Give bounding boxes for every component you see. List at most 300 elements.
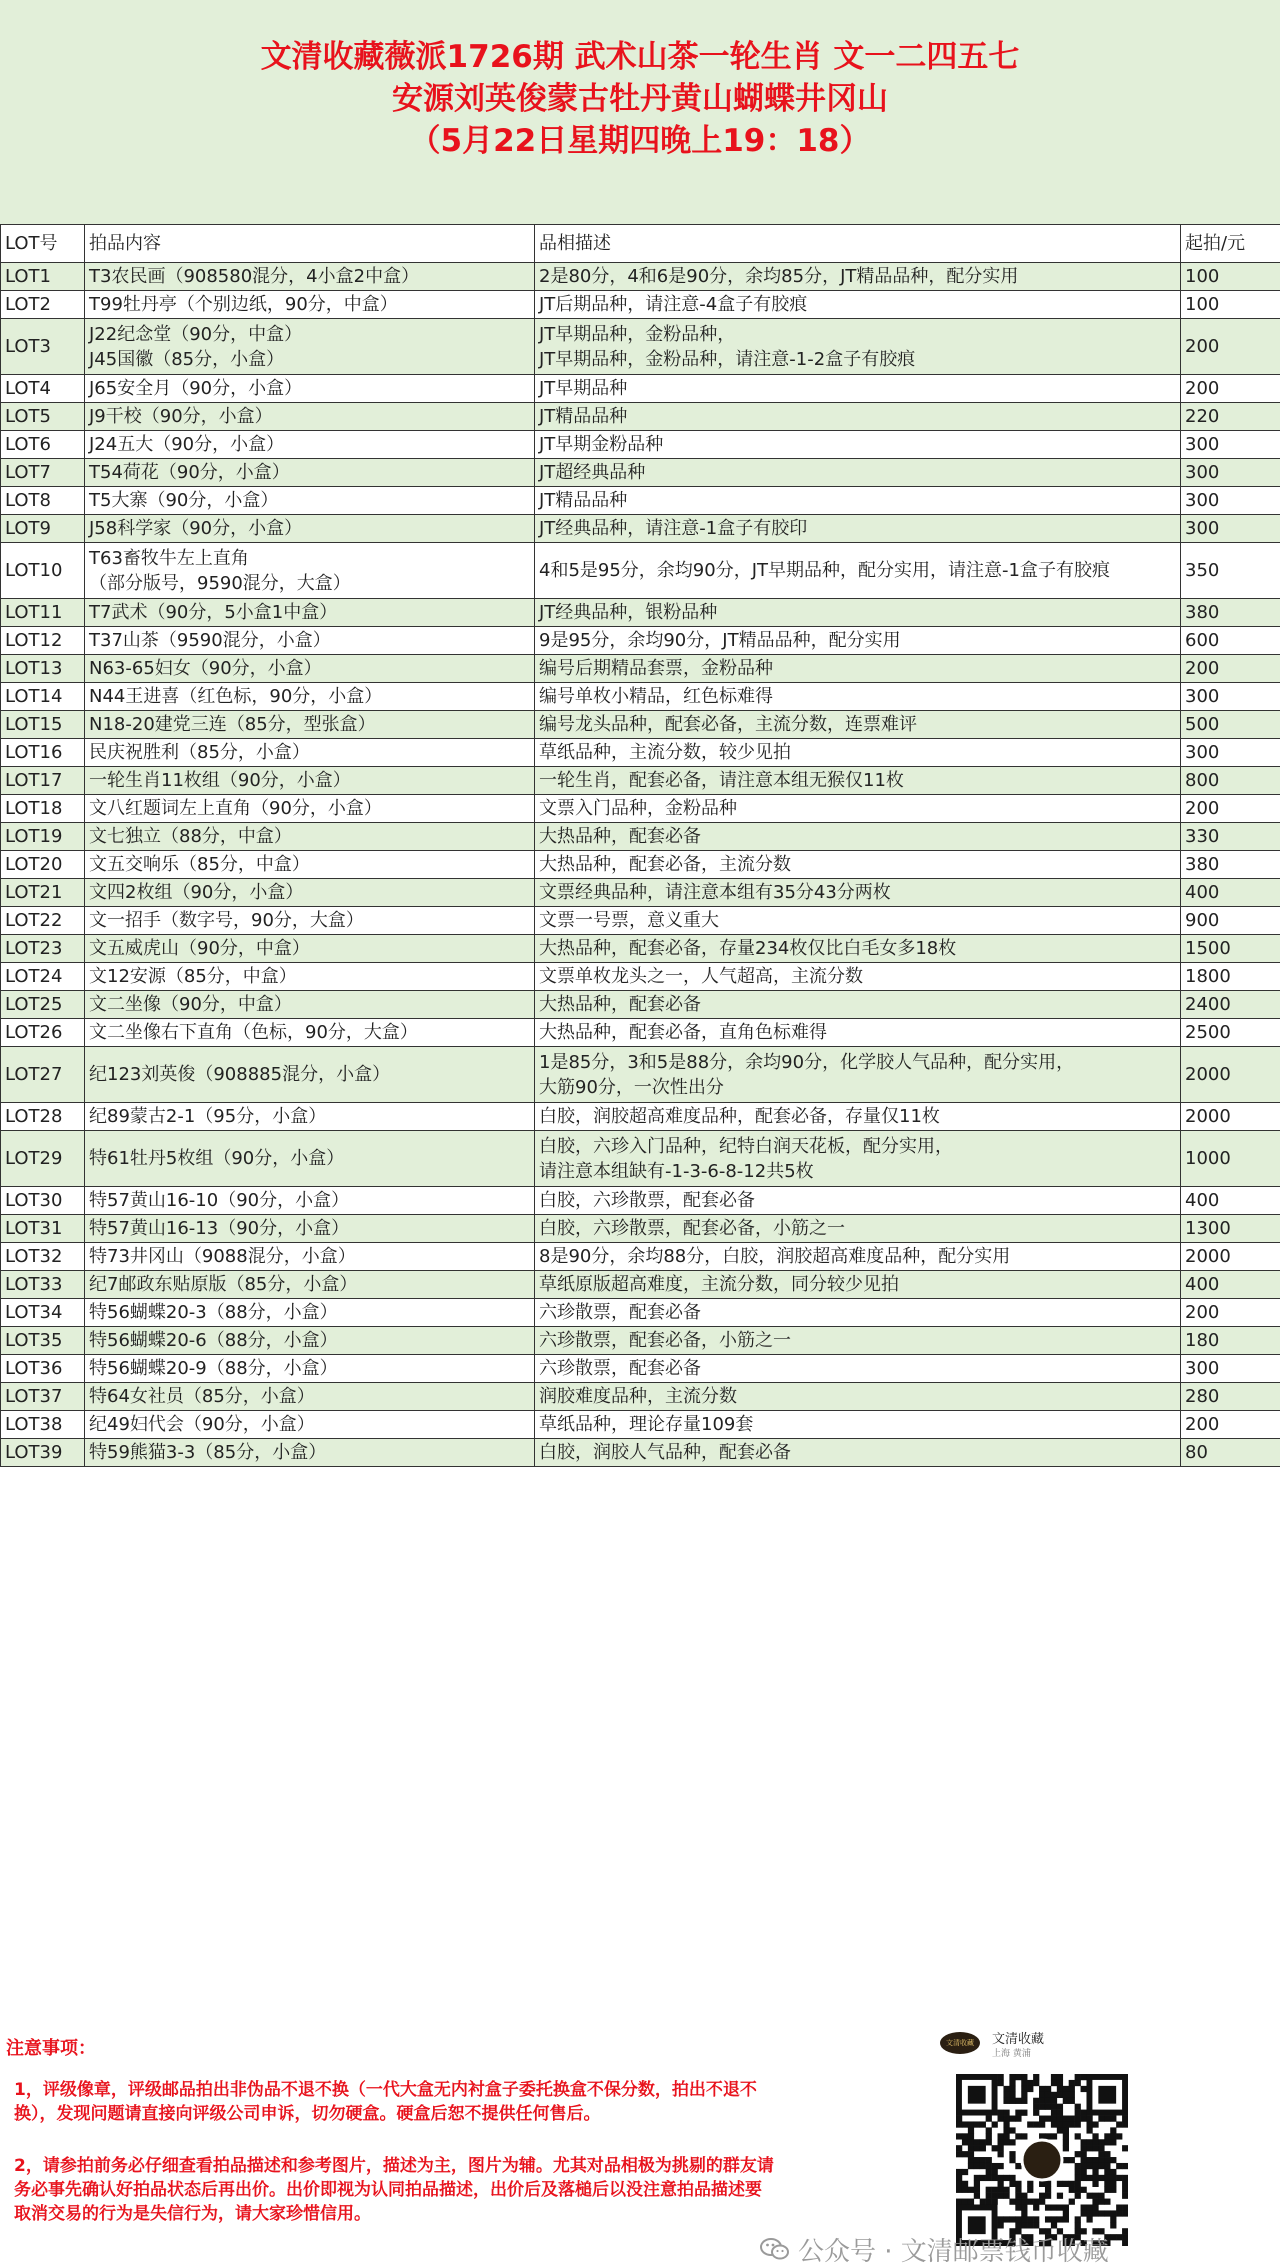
lot-description-line: 编号单枚小精品，红色标难得 [539,686,773,707]
lot-start-price: 300 [1181,431,1280,459]
table-row [1,1243,1280,1271]
lot-number: LOT13 [1,655,85,683]
lot-description [535,1243,1181,1271]
lot-number: LOT11 [1,599,85,627]
lot-description [535,599,1181,627]
table-row [1,1327,1280,1355]
lot-number: LOT31 [1,1215,85,1243]
lot-description [535,1299,1181,1327]
lot-description [535,1103,1181,1131]
lot-number: LOT16 [1,739,85,767]
lot-number: LOT39 [1,1439,85,1467]
title-line-2: 安源刘英俊蒙古牡丹黄山蝴蝶井冈山 [392,81,888,117]
lot-description-line: 白胶，润胶人气品种，配套必备 [539,1442,791,1463]
lot-description-line: 文票经典品种，请注意本组有35分43分两枚 [539,882,891,903]
lot-number: LOT5 [1,403,85,431]
table-row [1,767,1280,795]
table-row [1,1047,1280,1103]
col-header-lot: LOT号 [1,225,85,263]
table-row [1,375,1280,403]
lot-item-line: 文五交响乐（85分，中盒） [89,854,310,875]
lot-item-line: 特73井冈山（9088混分，小盒） [89,1246,356,1267]
lot-start-price: 200 [1181,1299,1280,1327]
lot-start-price: 330 [1181,823,1280,851]
lot-start-price: 300 [1181,1355,1280,1383]
lot-description-line: JT精品品种 [539,406,628,427]
lot-description [535,1355,1181,1383]
lot-description-line: 大筋90分，一次性出分 [539,1076,724,1098]
table-row [1,1355,1280,1383]
table-row [1,1271,1280,1299]
lot-item [85,851,535,879]
lot-description-line: 白胶，六珍散票，配套必备 [539,1190,755,1211]
page-header [0,0,1280,224]
col-header-item: 拍品内容 [85,225,535,263]
lot-description-line: 1是85分，3和5是88分，余均90分，化学胶人气品种，配分实用， [539,1051,1075,1073]
table-row [1,263,1280,291]
lot-description [535,1187,1181,1215]
lot-description-line: JT经典品种，请注意-1盒子有胶印 [539,518,808,539]
lot-item-line: 文一招手（数字号，90分，大盒） [89,910,364,931]
lot-item [85,655,535,683]
lot-item [85,1187,535,1215]
lot-item-line: 文五威虎山（90分，中盒） [89,938,310,959]
lot-item [85,1383,535,1411]
lot-description-line: 8是90分，余均88分，白胶，润胶超高难度品种，配分实用 [539,1246,1011,1267]
lot-description-line: 文票入门品种，金粉品种 [539,798,737,819]
table-row [1,403,1280,431]
lot-description [535,907,1181,935]
lot-item [85,263,535,291]
lot-item [85,1299,535,1327]
lot-start-price: 100 [1181,263,1280,291]
lot-description-line: JT精品品种 [539,490,628,511]
lot-item [85,963,535,991]
lot-item [85,739,535,767]
lot-start-price: 400 [1181,1271,1280,1299]
lot-item-line: 纪89蒙古2-1（95分，小盒） [89,1106,327,1127]
lot-description-line: JT早期品种 [539,378,628,399]
table-row [1,431,1280,459]
lot-item [85,291,535,319]
lot-description-line: 大热品种，配套必备 [539,826,701,847]
table-row [1,627,1280,655]
lot-description-line: 六珍散票，配套必备 [539,1302,701,1323]
lot-number: LOT37 [1,1383,85,1411]
lot-item-line: （部分版号，9590混分，大盒） [89,572,351,594]
col-header-desc: 品相描述 [535,225,1181,263]
lot-start-price: 1300 [1181,1215,1280,1243]
lot-number: LOT18 [1,795,85,823]
lot-description [535,543,1181,599]
lot-description [535,879,1181,907]
wechat-watermark [760,2234,1109,2264]
table-row [1,1187,1280,1215]
table-row [1,683,1280,711]
lot-description-line: 请注意本组缺有-1-3-6-8-12共5枚 [539,1160,814,1182]
lot-description-line: JT早期品种，金粉品种，请注意-1-2盒子有胶痕 [539,348,916,370]
lot-description [535,683,1181,711]
lot-item-line: T63畜牧牛左上直角 [89,547,249,569]
lot-description [535,655,1181,683]
lot-description-line: 文票一号票，意义重大 [539,910,719,931]
lot-start-price: 800 [1181,767,1280,795]
lot-start-price: 2500 [1181,1019,1280,1047]
lot-number: LOT6 [1,431,85,459]
lot-description-line: 草纸品种，主流分数，较少见拍 [539,742,791,763]
lot-description [535,515,1181,543]
lot-number: LOT7 [1,459,85,487]
lot-item [85,403,535,431]
lot-item [85,767,535,795]
lot-start-price: 2000 [1181,1243,1280,1271]
lot-number: LOT34 [1,1299,85,1327]
brand-logo-text: 文清收藏 [946,2039,974,2047]
lot-description [535,627,1181,655]
lot-item-line: 纪7邮政东贴原版（85分，小盒） [89,1274,358,1295]
lot-number: LOT10 [1,543,85,599]
lot-description-line: 白胶，六珍散票，配套必备，小筋之一 [539,1218,845,1239]
qr-code[interactable] [956,2074,1128,2246]
lot-start-price: 300 [1181,515,1280,543]
lot-number: LOT35 [1,1327,85,1355]
lot-description-line: 白胶，六珍入门品种，纪特白润天花板，配分实用， [539,1135,953,1157]
lot-description [535,935,1181,963]
lot-description [535,851,1181,879]
lot-start-price: 400 [1181,879,1280,907]
lot-description-line: 编号龙头品种，配套必备，主流分数，连票难评 [539,714,917,735]
lot-description-line: 大热品种，配套必备 [539,994,701,1015]
notes-title: 注意事项： [6,2038,96,2059]
table-row [1,1103,1280,1131]
lot-description [535,403,1181,431]
lot-table [0,224,1280,1467]
lot-number: LOT38 [1,1411,85,1439]
qr-code-icon [956,2074,1128,2246]
lot-item-line: J24五大（90分，小盒） [89,434,285,455]
lot-item-line: 特56蝴蝶20-3（88分，小盒） [89,1302,338,1323]
lot-item-line: 特57黄山16-13（90分，小盒） [89,1218,350,1239]
lot-item-line: T37山茶（9590混分，小盒） [89,630,331,651]
lot-number: LOT24 [1,963,85,991]
table-row [1,1383,1280,1411]
table-row [1,991,1280,1019]
table-row [1,319,1280,375]
lot-item-line: 特57黄山16-10（90分，小盒） [89,1190,350,1211]
lot-start-price: 300 [1181,739,1280,767]
brand-logo [940,2032,980,2054]
lot-number: LOT3 [1,319,85,375]
lot-description-line: 六珍散票，配套必备 [539,1358,701,1379]
lot-description [535,319,1181,375]
lot-number: LOT26 [1,1019,85,1047]
lot-description [535,963,1181,991]
table-row [1,795,1280,823]
lot-start-price: 2000 [1181,1103,1280,1131]
lot-start-price: 2000 [1181,1047,1280,1103]
lot-description [535,1383,1181,1411]
lot-item-line: 文七独立（88分，中盒） [89,826,292,847]
lot-start-price: 300 [1181,487,1280,515]
lot-item-line: J22纪念堂（90分，中盒） [89,323,303,345]
lot-description-line: 9是95分，余均90分，JT精品品种，配分实用 [539,630,901,651]
lot-item [85,319,535,375]
lot-description [535,1271,1181,1299]
lot-item-line: 特59熊猫3-3（85分，小盒） [89,1442,327,1463]
wechat-account-name: 公众号 · 文清邮票钱币收藏 [798,2236,1109,2264]
lot-start-price: 900 [1181,907,1280,935]
lot-start-price: 500 [1181,711,1280,739]
wechat-icon [760,2237,790,2261]
lot-start-price: 1500 [1181,935,1280,963]
lot-number: LOT8 [1,487,85,515]
brand-location: 上海 黄浦 [992,2049,1031,2059]
lot-description [535,375,1181,403]
title-line-1: 文清收藏薇派1726期 武术山茶一轮生肖 文一二四五七 [260,39,1020,75]
lot-item [85,459,535,487]
lot-description-line: 4和5是95分，余均90分，JT早期品种，配分实用，请注意-1盒子有胶痕 [539,560,1110,581]
table-row [1,1215,1280,1243]
lot-description [535,487,1181,515]
lot-item [85,683,535,711]
lot-item [85,1355,535,1383]
lot-item-line: N44王进喜（红色标，90分，小盒） [89,686,383,707]
lot-start-price: 200 [1181,319,1280,375]
lot-number: LOT33 [1,1271,85,1299]
lot-start-price: 350 [1181,543,1280,599]
lot-item [85,1103,535,1131]
col-header-price: 起拍/元 [1181,225,1280,263]
lot-number: LOT23 [1,935,85,963]
lot-item-line: 文12安源（85分，中盒） [89,966,297,987]
table-row [1,459,1280,487]
lot-description-line: 文票单枚龙头之一，人气超高，主流分数 [539,966,863,987]
table-row [1,823,1280,851]
lot-start-price: 200 [1181,655,1280,683]
lot-item-line: 纪49妇代会（90分，小盒） [89,1414,315,1435]
lot-description-line: JT超经典品种 [539,462,646,483]
lot-item-line: 文四2枚组（90分，小盒） [89,882,304,903]
lot-start-price: 200 [1181,795,1280,823]
lot-number: LOT12 [1,627,85,655]
lot-description [535,1327,1181,1355]
lot-start-price: 1000 [1181,1131,1280,1187]
lot-item-line: 民庆祝胜利（85分，小盒） [89,742,310,763]
lot-description-line: 2是80分，4和6是90分，余均85分，JT精品品种，配分实用 [539,266,1019,287]
lot-item [85,1243,535,1271]
table-row [1,879,1280,907]
lot-start-price: 380 [1181,599,1280,627]
lot-item-line: T54荷花（90分，小盒） [89,462,290,483]
lot-description-line: 大热品种，配套必备，主流分数 [539,854,791,875]
lot-description-line: 白胶，润胶超高难度品种，配套必备，存量仅11枚 [539,1106,940,1127]
lot-item-line: 特61牡丹5枚组（90分，小盒） [89,1148,345,1169]
lot-item [85,1327,535,1355]
lot-item [85,599,535,627]
lot-number: LOT21 [1,879,85,907]
lot-description [535,431,1181,459]
lot-item [85,1215,535,1243]
lot-description-line: JT后期品种，请注意-4盒子有胶痕 [539,294,808,315]
lot-start-price: 180 [1181,1327,1280,1355]
lot-number: LOT32 [1,1243,85,1271]
lot-number: LOT17 [1,767,85,795]
lot-number: LOT4 [1,375,85,403]
table-row [1,1131,1280,1187]
lot-description-line: JT早期金粉品种 [539,434,664,455]
lot-description [535,1215,1181,1243]
lot-start-price: 300 [1181,459,1280,487]
title-line-3: （5月22日星期四晚上19：18） [409,123,871,159]
lot-description [535,823,1181,851]
lot-description [535,1019,1181,1047]
lot-item [85,1131,535,1187]
lot-start-price: 280 [1181,1383,1280,1411]
lot-description [535,1131,1181,1187]
lot-start-price: 200 [1181,375,1280,403]
lot-number: LOT20 [1,851,85,879]
lot-item [85,711,535,739]
lot-start-price: 300 [1181,683,1280,711]
lot-start-price: 1800 [1181,963,1280,991]
lot-description-line: JT经典品种，银粉品种 [539,602,718,623]
lot-number: LOT1 [1,263,85,291]
lot-description-line: 大热品种，配套必备，直角色标难得 [539,1022,827,1043]
table-row [1,1411,1280,1439]
lot-number: LOT22 [1,907,85,935]
table-row [1,655,1280,683]
lot-start-price: 100 [1181,291,1280,319]
lot-item [85,1271,535,1299]
table-row [1,291,1280,319]
lot-number: LOT14 [1,683,85,711]
table-header-row [1,225,1280,263]
table-row [1,1019,1280,1047]
lot-item [85,543,535,599]
lot-description-line: 编号后期精品套票，金粉品种 [539,658,773,679]
lot-item [85,375,535,403]
lot-item [85,907,535,935]
lot-description [535,711,1181,739]
lot-description-line: 草纸原版超高难度，主流分数，同分较少见拍 [539,1274,899,1295]
table-row [1,739,1280,767]
lot-start-price: 600 [1181,627,1280,655]
lot-item [85,795,535,823]
lot-description-line: 六珍散票，配套必备，小筋之一 [539,1330,791,1351]
lot-description [535,767,1181,795]
lot-number: LOT28 [1,1103,85,1131]
lot-item-line: T7武术（90分，5小盒1中盒） [89,602,338,623]
lot-item [85,823,535,851]
lot-item-line: 纪123刘英俊（908885混分，小盒） [89,1064,391,1085]
lot-item-line: 特64女社员（85分，小盒） [89,1386,315,1407]
lot-item-line: 文八红题词左上直角（90分，小盒） [89,798,382,819]
lot-description [535,459,1181,487]
lot-description-line: 润胶难度品种，主流分数 [539,1386,737,1407]
lot-number: LOT15 [1,711,85,739]
lot-item [85,487,535,515]
lot-item-line: T99牡丹亭（个别边纸，90分，中盒） [89,294,398,315]
lot-description [535,739,1181,767]
lot-item [85,627,535,655]
table-row [1,851,1280,879]
table-row [1,599,1280,627]
lot-item [85,515,535,543]
lot-description-line: 草纸品种，理论存量109套 [539,1414,754,1435]
lot-item [85,1047,535,1103]
lot-description [535,1411,1181,1439]
lot-item-line: 文二坐像（90分，中盒） [89,994,292,1015]
lot-item-line: J58科学家（90分，小盒） [89,518,303,539]
lot-start-price: 400 [1181,1187,1280,1215]
lot-number: LOT36 [1,1355,85,1383]
lot-description-line: JT早期品种，金粉品种， [539,323,736,345]
lot-item-line: N18-20建党三连（85分，型张盒） [89,714,376,735]
lot-item-line: J9干校（90分，小盒） [89,406,273,427]
lot-item-line: 一轮生肖11枚组（90分，小盒） [89,770,351,791]
lot-number: LOT27 [1,1047,85,1103]
lot-description [535,263,1181,291]
lot-item [85,879,535,907]
lot-description [535,795,1181,823]
lot-description [535,291,1181,319]
lot-item [85,1439,535,1467]
lot-item [85,1411,535,1439]
table-row [1,515,1280,543]
lot-item-line: T3农民画（908580混分，4小盒2中盒） [89,266,420,287]
lot-number: LOT19 [1,823,85,851]
lot-item-line: J45国徽（85分，小盒） [89,348,285,370]
lot-start-price: 80 [1181,1439,1280,1467]
brand-block [940,2026,1150,2066]
notes-paragraph-2: 2，请参拍前务必仔细查看拍品描述和参考图片，描述为主，图片为辅。尤其对品相极为挑剔的群友请务必事先确认好拍品状态后再出价。出价即视为认同拍品描述，出价后及落槌后以没注意拍品描述要取消交易的行为是失信行为，请大家珍惜信用。 [14,2156,774,2224]
brand-name: 文清收藏 [992,2032,1045,2047]
lot-description [535,991,1181,1019]
table-row [1,487,1280,515]
lot-item [85,431,535,459]
table-row [1,543,1280,599]
lot-item-line: J65安全月（90分，小盒） [89,378,303,399]
lot-number: LOT2 [1,291,85,319]
lot-number: LOT30 [1,1187,85,1215]
lot-item-line: T5大寨（90分，小盒） [89,490,279,511]
lot-start-price: 200 [1181,1411,1280,1439]
lot-description-line: 一轮生肖，配套必备，请注意本组无猴仅11枚 [539,770,904,791]
lot-start-price: 220 [1181,403,1280,431]
lot-number: LOT25 [1,991,85,1019]
lot-description [535,1047,1181,1103]
lot-item-line: 特56蝴蝶20-6（88分，小盒） [89,1330,338,1351]
lot-number: LOT29 [1,1131,85,1187]
table-row [1,963,1280,991]
table-row [1,935,1280,963]
lot-item [85,935,535,963]
lot-description [535,1439,1181,1467]
table-row [1,711,1280,739]
lot-start-price: 2400 [1181,991,1280,1019]
notes-paragraph-1: 1，评级像章，评级邮品拍出非伪品不退不换（一代大盒无内衬盒子委托换盒不保分数，拍出不退不换），发现问题请直接向评级公司申诉，切勿硬盒。硬盒后恕不提供任何售后。 [14,2080,757,2124]
table-row [1,1439,1280,1467]
lot-item-line: 文二坐像右下直角（色标，90分，大盒） [89,1022,418,1043]
lot-number: LOT9 [1,515,85,543]
lot-item [85,1019,535,1047]
lot-item-line: N63-65妇女（90分，小盒） [89,658,322,679]
lot-item-line: 特56蝴蝶20-9（88分，小盒） [89,1358,338,1379]
table-row [1,1299,1280,1327]
lot-item [85,991,535,1019]
lot-description-line: 大热品种，配套必备，存量234枚仅比白毛女多18枚 [539,938,957,959]
lot-start-price: 380 [1181,851,1280,879]
